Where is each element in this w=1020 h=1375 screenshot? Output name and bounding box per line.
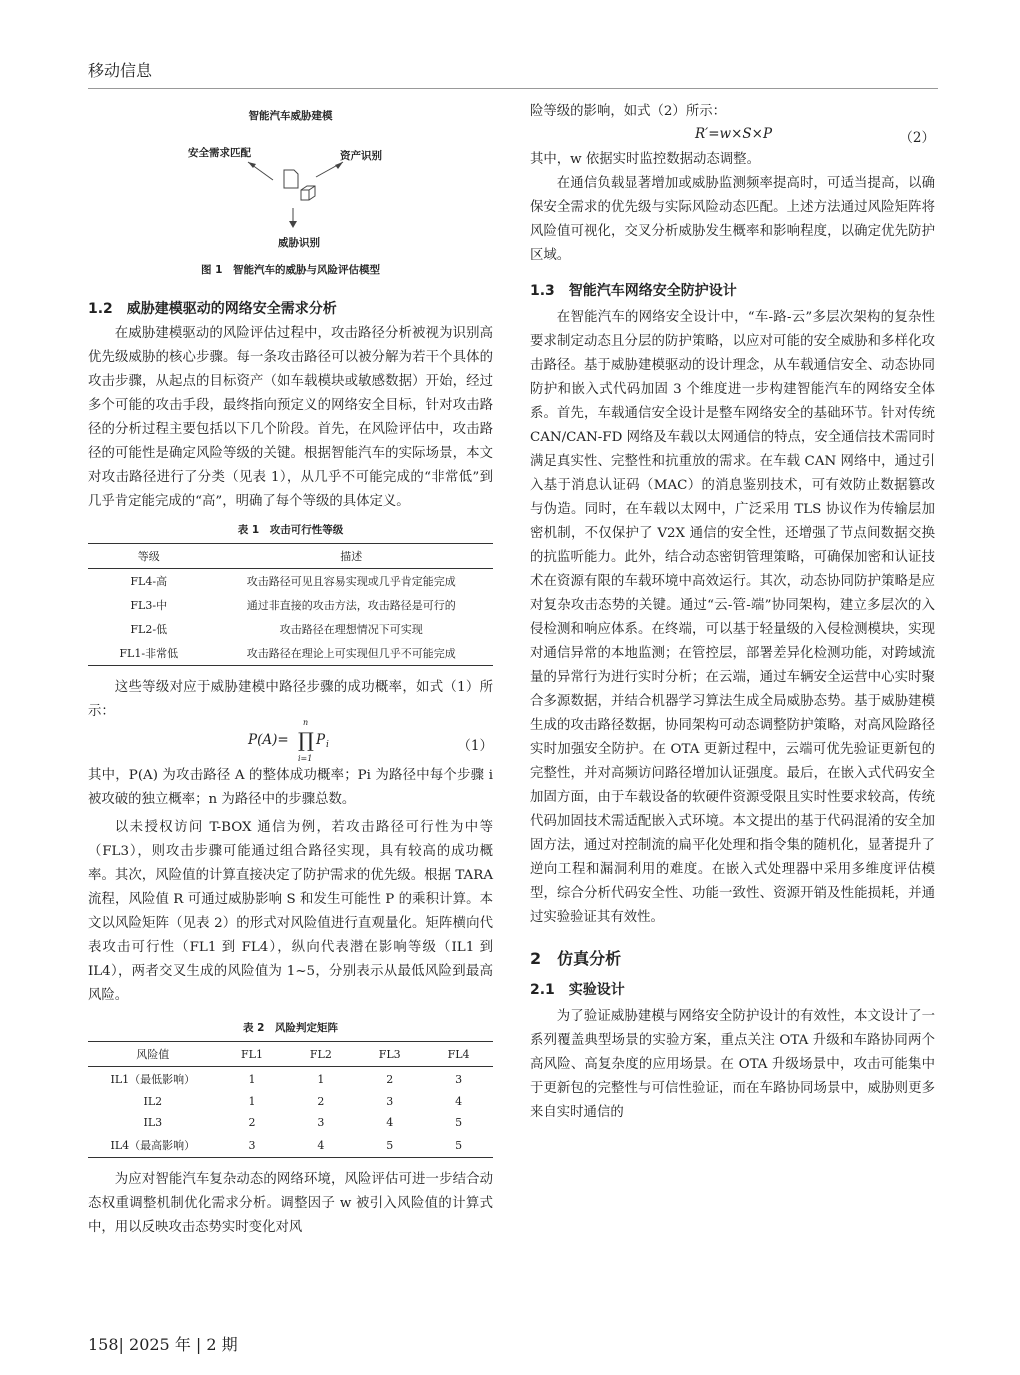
table-header: 等级: [88, 544, 210, 569]
equation-sup: n: [303, 718, 309, 727]
table-cell: FL3-中: [130, 599, 168, 612]
table-cell: 1: [317, 1072, 325, 1086]
table-cell: FL4-高: [130, 575, 168, 588]
paragraph: 在通信负载显著增加或威胁监测频率提高时，可适当提高，以确保安全需求的优先级与实际风险动态匹配。上述方法通过风险矩阵将风险值可视化，交叉分析威胁发生概率和影响程度，以确定优先防护区域。: [530, 176, 935, 263]
table-cell: FL1-非常低: [88, 641, 210, 666]
equation-body: R′=w×S×P: [695, 126, 773, 142]
section-1-2-heading: 1.2 威胁建模驱动的网络安全需求分析: [88, 301, 337, 317]
table-row: [88, 593, 493, 617]
figure-node-security-match: 安全需求匹配: [188, 147, 251, 159]
table-cell: 2: [317, 1095, 325, 1108]
right-column: [530, 100, 935, 1125]
document-icon: [284, 170, 298, 188]
table-cell: 通过非直接的攻击方法，攻击路径是可行的: [246, 599, 456, 612]
table-1: [88, 543, 493, 666]
table-cell: 2: [248, 1116, 256, 1129]
table-cell: IL4（最高影响）: [88, 1133, 218, 1158]
table-row: [88, 641, 493, 666]
figure-node-asset-id: 资产识别: [340, 150, 382, 162]
table-cell: 4: [455, 1095, 463, 1108]
table-row: [88, 1112, 493, 1133]
cube-icon: [301, 186, 315, 200]
paragraph: 这些等级对应于威胁建模中路径步骤的成功概率，如式（1）所示：: [88, 680, 493, 719]
table-cell: 3: [386, 1095, 394, 1108]
table-cell: IL2: [143, 1095, 163, 1108]
paragraph: 为了验证威胁建模与网络安全防护设计的有效性，本文设计了一系列覆盖典型场景的实验方案，重点关注 OTA 升级和车路协同两个高风险、高复杂度的应用场景。在 OTA 升级场景中，攻击可能集中于更新包的完整性与可信性验证，而在车路协同场景中，威胁则更多来自实时通信的: [530, 1009, 935, 1120]
paragraph: 险等级的影响，如式（2）所示：: [530, 104, 726, 119]
page-footer: 158| 2025 年 | 2 期: [88, 1335, 238, 1354]
figure-caption: 图 1 智能汽车的威胁与风险评估模型: [201, 264, 380, 276]
table-header: 描述: [210, 544, 494, 569]
table-cell: 1: [248, 1095, 256, 1108]
table-2: [88, 1041, 493, 1158]
paragraph: 在智能汽车的网络安全设计中，“车-路-云”多层次架构的复杂性要求制定动态且分层的防护策略，以应对可能的安全威胁和多样化攻击路径。基于威胁建模驱动的设计理念，从车载通信安全、动态协同防护和嵌入式代码加固 3 个维度进一步构建智能汽车的网络安全体系。首先，车载通信安全设计是整车网络安全的基础环节。针对传统 CAN/CAN-FD 网络及车载以太网通信的特点，安全通信技术需同时满足真实性、完整性和抗重放的需求。在车载 CAN 网络中，通过引入基于消息认证码（MAC）的消息鉴别技术，可有效防止数据篡改与伪造。同时，在车载以太网中，广泛采用 TLS 协议作为传输层加密机制，不仅保护了 V2X 通信的安全性，还增强了节点间数据交换的抗监听能力。此外，结合动态密钥管理策略，可确保加密和认证技术在资源有限的车载环境中高效运行。其次，动态协同防护策略是应对复杂攻击态势的关键。通过“云-管-端”协同架构，建立多层次的入侵检测和响应体系。在终端，可以基于轻量级的入侵检测模块，实现对通信异常的本地监测；在管控层，部署差异化检测功能，对跨域流量的异常行为进行实时分析；在云端，通过车辆安全运营中心实时聚合多源数据，并结合机器学习算法生成全局威胁态势。基于威胁建模生成的攻击路径数据，协同架构可动态调整防护策略，对高风险路径实时加强安全防护。在 OTA 更新过程中，云端可优先验证更新包的完整性，并对高频访问路径增加认证强度。最后，在嵌入式代码安全加固方面，由于车载设备的软硬件资源受限且实时性要求较高，传统代码加固技术需适配嵌入式环境。本文提出的基于代码混淆的安全加固方法，通过对控制流的扁平化处理和指令集的随机化，显著提升了逆向工程和漏洞利用的难度。在嵌入式处理器中采用多维度评估模型，综合分析代码安全性、功能一致性、资源开销及性能损耗，并通过实验验证其有效性。: [530, 310, 935, 925]
figure-title: 智能汽车威胁建模: [248, 110, 333, 122]
table-header: FL1: [218, 1042, 287, 1067]
equation-number: （2）: [899, 130, 935, 146]
table-cell: 2: [386, 1072, 394, 1086]
table-cell: 3: [455, 1072, 463, 1086]
equation-term: P: [316, 732, 326, 748]
left-column: [88, 100, 493, 1240]
table-header: 风险值: [88, 1042, 218, 1067]
table-cell: 4: [286, 1133, 355, 1158]
section-2-1-heading: 2.1 实验设计: [530, 982, 625, 998]
table-cell: 攻击路径在理想情况下可实现: [279, 623, 423, 636]
table-row: [88, 569, 493, 594]
table-header: FL3: [355, 1042, 424, 1067]
table2-caption: 表 2 风险判定矩阵: [243, 1022, 338, 1034]
section-1-3-heading: 1.3 智能汽车网络安全防护设计: [530, 283, 737, 299]
equation-lhs: P(A)=: [248, 732, 289, 748]
equation-1: [88, 718, 493, 764]
product-symbol: ∏: [298, 728, 314, 752]
table-cell: FL2-低: [130, 623, 168, 636]
table-row: [88, 617, 493, 641]
figure-1: [88, 100, 493, 300]
table-cell: 5: [455, 1116, 463, 1129]
table-cell: 1: [248, 1072, 256, 1086]
equation-2: [530, 124, 935, 148]
table-cell: 攻击路径在理论上可实现但几乎不可能完成: [210, 641, 494, 666]
paragraph: 在威胁建模驱动的风险评估过程中，攻击路径分析被视为识别高优先级威胁的核心步骤。每一条攻击路径可以被分解为若干个具体的攻击步骤，从起点的目标资产（如车载模块或敏感数据）开始，经过多个可能的攻击手段，最终指向预定义的网络安全目标，针对攻击路径的分析过程主要包括以下几个阶段。首先，在风险评估中，攻击路径的可能性是确定风险等级的关键。根据智能汽车的实际场景，本文对攻击路径进行了分类（见表 1），从几乎不可能完成的“非常低”到几乎肯定能完成的“高”，明确了每个等级的具体定义。: [88, 326, 493, 509]
equation-sub: i=1: [298, 754, 313, 763]
table-cell: 攻击路径可见且容易实现或几乎肯定能完成: [246, 575, 456, 588]
header-rule: [88, 88, 938, 89]
table-header: FL2: [286, 1042, 355, 1067]
table1-caption: 表 1 攻击可行性等级: [237, 524, 344, 536]
equation-term-sub: i: [326, 740, 329, 750]
paragraph: 为应对智能汽车复杂动态的网络环境，风险评估可进一步结合动态权重调整机制优化需求分析。调整因子 w 被引入风险值的计算式中，用以反映攻击态势实时变化对风: [88, 1172, 493, 1235]
table-cell: 5: [424, 1133, 493, 1158]
paragraph: 其中，w 依据实时监控数据动态调整。: [530, 152, 760, 167]
equation-number: （1）: [457, 738, 493, 754]
section-2-heading: 2 仿真分析: [530, 949, 622, 968]
table-header: FL4: [424, 1042, 493, 1067]
paragraph: 以未授权访问 T-BOX 通信为例，若攻击路径可行性为中等（FL3），则攻击步骤可能通过组合路径实现，具有较高的成功概率。其次，风险值的计算直接决定了防护需求的优先级。根据 TARA 流程，风险值 R 可通过威胁影响 S 和发生可能性 P 的乘积计算。本文以风险矩阵（见表 2）的形式对风险值进行直观量化。矩阵横向代表攻击可行性（FL1 到 FL4），纵向代表潜在影响等级（IL1 到 IL4），两者交叉生成的风险值为 1~5，分别表示从最低风险到最高风险。: [88, 820, 493, 1003]
table-cell: 3: [218, 1133, 287, 1158]
table-cell: 4: [386, 1116, 394, 1129]
table-cell: 3: [317, 1116, 325, 1129]
table-row: [88, 1091, 493, 1112]
table-row: [88, 1067, 493, 1092]
paragraph: 其中，P(A) 为攻击路径 A 的整体成功概率；Pi 为路径中每个步骤 i 被攻破的独立概率；n 为路径中的步骤总数。: [88, 768, 493, 807]
table-cell: IL3: [143, 1116, 163, 1129]
table-cell: 5: [355, 1133, 424, 1158]
journal-header: 移动信息: [88, 61, 153, 80]
table-cell: IL1（最低影响）: [110, 1073, 196, 1086]
table-row: [88, 1133, 493, 1158]
figure-node-threat-id: 威胁识别: [278, 237, 320, 249]
